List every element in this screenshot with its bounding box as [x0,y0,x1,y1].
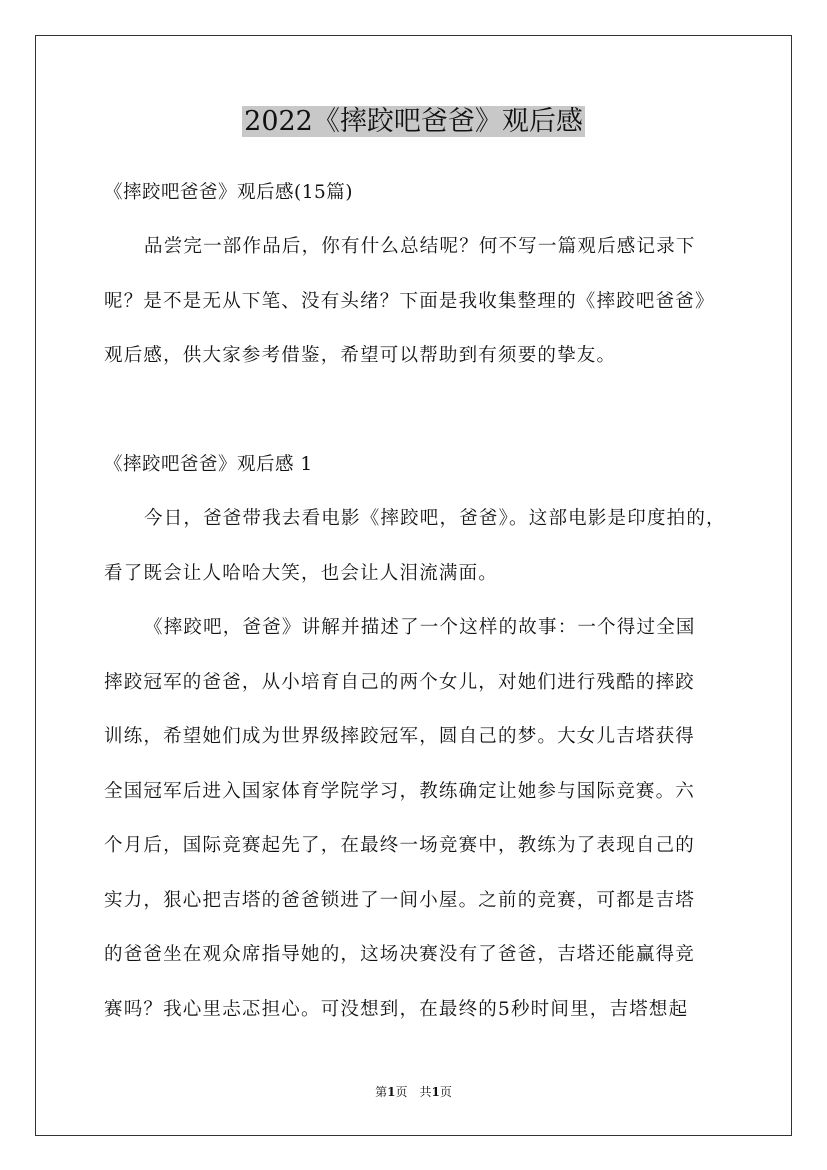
subtitle: 《摔跤吧爸爸》观后感(15篇) [104,182,353,203]
intro-line: 呢？是不是无从下笔、没有头绪？下面是我收集整理的《摔跤吧爸爸》 [104,291,715,312]
paragraph-line: 的爸爸坐在观众席指导她的，这场决赛没有了爸爸，吉塔还能赢得竞 [104,944,696,965]
document-title-text: 2022《摔跤吧爸爸》观后感 [244,106,583,137]
page-footer [0,1083,827,1100]
footer-prefix: 第 [375,1085,388,1099]
intro-line: 品尝完一部作品后，你有什么总结呢？何不写一篇观后感记录下 [144,236,696,257]
paragraph-line: 训练，希望她们成为世界级摔跤冠军，圆自己的梦。大女儿吉塔获得 [104,726,696,747]
paragraph-line: 赛吗？我心里忐忑担心。可没想到，在最终的5秒时间里，吉塔想起 [104,999,689,1020]
paragraph-line: 全国冠军后进入国家体育学院学习，教练确定让她参与国际竞赛。六 [104,781,696,802]
paragraph-line: 个月后，国际竞赛起先了，在最终一场竞赛中，教练为了表现自己的 [104,835,696,856]
paragraph-line: 实力，狠心把吉塔的爸爸锁进了一间小屋。之前的竞赛，可都是吉塔 [104,890,696,911]
paragraph-line: 《摔跤吧，爸爸》讲解并描述了一个这样的故事：一个得过全国 [144,617,696,638]
footer-suffix: 页 [439,1085,452,1099]
footer-total-pages: 1 [431,1085,440,1099]
paragraph-line: 看了既会让人哈哈大笑，也会让人泪流满面。 [104,563,499,584]
paragraph-line: 今日，爸爸带我去看电影《摔跤吧，爸爸》。这部电影是印度拍的， [144,508,726,529]
paragraph-line: 摔跤冠军的爸爸，从小培育自己的两个女儿，对她们进行残酷的摔跤 [104,672,696,693]
footer-middle: 页 共 [395,1085,432,1099]
document-title [0,103,827,141]
footer-page-number: 1 [387,1085,396,1099]
intro-line: 观后感，供大家参考借鉴，希望可以帮助到有须要的挚友。 [104,345,617,366]
section-heading: 《摔跤吧爸爸》观后感 1 [104,454,313,475]
